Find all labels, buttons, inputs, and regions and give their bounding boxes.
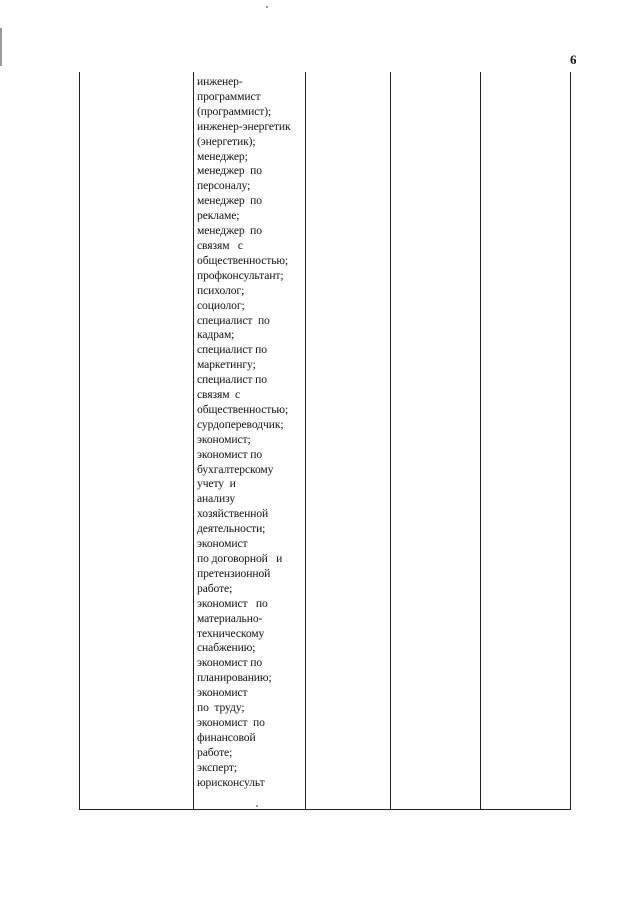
column-divider-4	[480, 72, 481, 809]
position-line: планированию;	[197, 671, 272, 685]
position-line: эксперт;	[197, 760, 237, 774]
position-line: снабжению;	[197, 641, 256, 655]
position-line: экономист	[197, 686, 248, 700]
position-line: по труду;	[197, 701, 245, 715]
position-line: (энергетик);	[197, 134, 256, 148]
position-line: юрисконсульт	[197, 775, 265, 789]
position-line: программист	[197, 89, 261, 103]
position-line: учету и	[197, 477, 236, 491]
position-line: материально-	[197, 611, 263, 625]
position-line: экономист	[197, 537, 248, 551]
position-line: менеджер по	[197, 224, 262, 238]
position-line: (программист);	[197, 104, 272, 118]
position-line: менеджер по	[197, 164, 262, 178]
position-line: социолог;	[197, 298, 245, 312]
position-line: связям с	[197, 388, 241, 402]
position-line: менеджер по	[197, 194, 262, 208]
position-line: работе;	[197, 581, 233, 595]
position-line: работе;	[197, 745, 233, 759]
position-line: специалист по	[197, 373, 267, 387]
position-line: бухгалтерскому	[197, 462, 274, 476]
position-line: профконсультант;	[197, 268, 284, 282]
position-line: маркетингу;	[197, 358, 256, 372]
position-line: хозяйственной	[197, 507, 269, 521]
position-line: деятельности;	[197, 522, 266, 536]
position-line: техническому	[197, 626, 265, 640]
position-line: кадрам;	[197, 328, 235, 342]
position-line: экономист по	[197, 656, 263, 670]
position-line: анализу	[197, 492, 236, 506]
position-line: специалист по	[197, 343, 267, 357]
position-line: экономист;	[197, 432, 251, 446]
scan-speck	[266, 6, 268, 8]
position-line: инженер-	[197, 75, 243, 88]
position-line: персоналу;	[197, 179, 251, 193]
position-line: претензионной	[197, 566, 271, 580]
positions-cell	[197, 75, 305, 791]
position-line: инженер-энергетик	[197, 119, 291, 133]
position-line: общественностью;	[197, 253, 289, 267]
column-divider-1	[193, 72, 194, 809]
position-line: менеджер;	[197, 149, 248, 163]
position-line: экономист по	[197, 715, 265, 729]
scan-edge-mark	[0, 28, 2, 66]
position-line: связям с	[197, 238, 243, 252]
position-line: специалист по	[197, 313, 270, 327]
position-line: рекламе;	[197, 209, 240, 223]
page-number: 6	[570, 52, 577, 67]
position-line: общественностью;	[197, 402, 289, 416]
position-line: по договорной и	[197, 552, 283, 565]
continuation-table	[79, 72, 571, 810]
position-line: психолог;	[197, 283, 245, 297]
position-line: финансовой	[197, 730, 256, 744]
scan-speck	[256, 805, 258, 807]
column-divider-3	[390, 72, 391, 809]
position-line: сурдопереводчик;	[197, 417, 284, 431]
position-line: экономист по	[197, 596, 268, 610]
column-divider-2	[305, 72, 306, 809]
position-line: экономист по	[197, 447, 263, 461]
